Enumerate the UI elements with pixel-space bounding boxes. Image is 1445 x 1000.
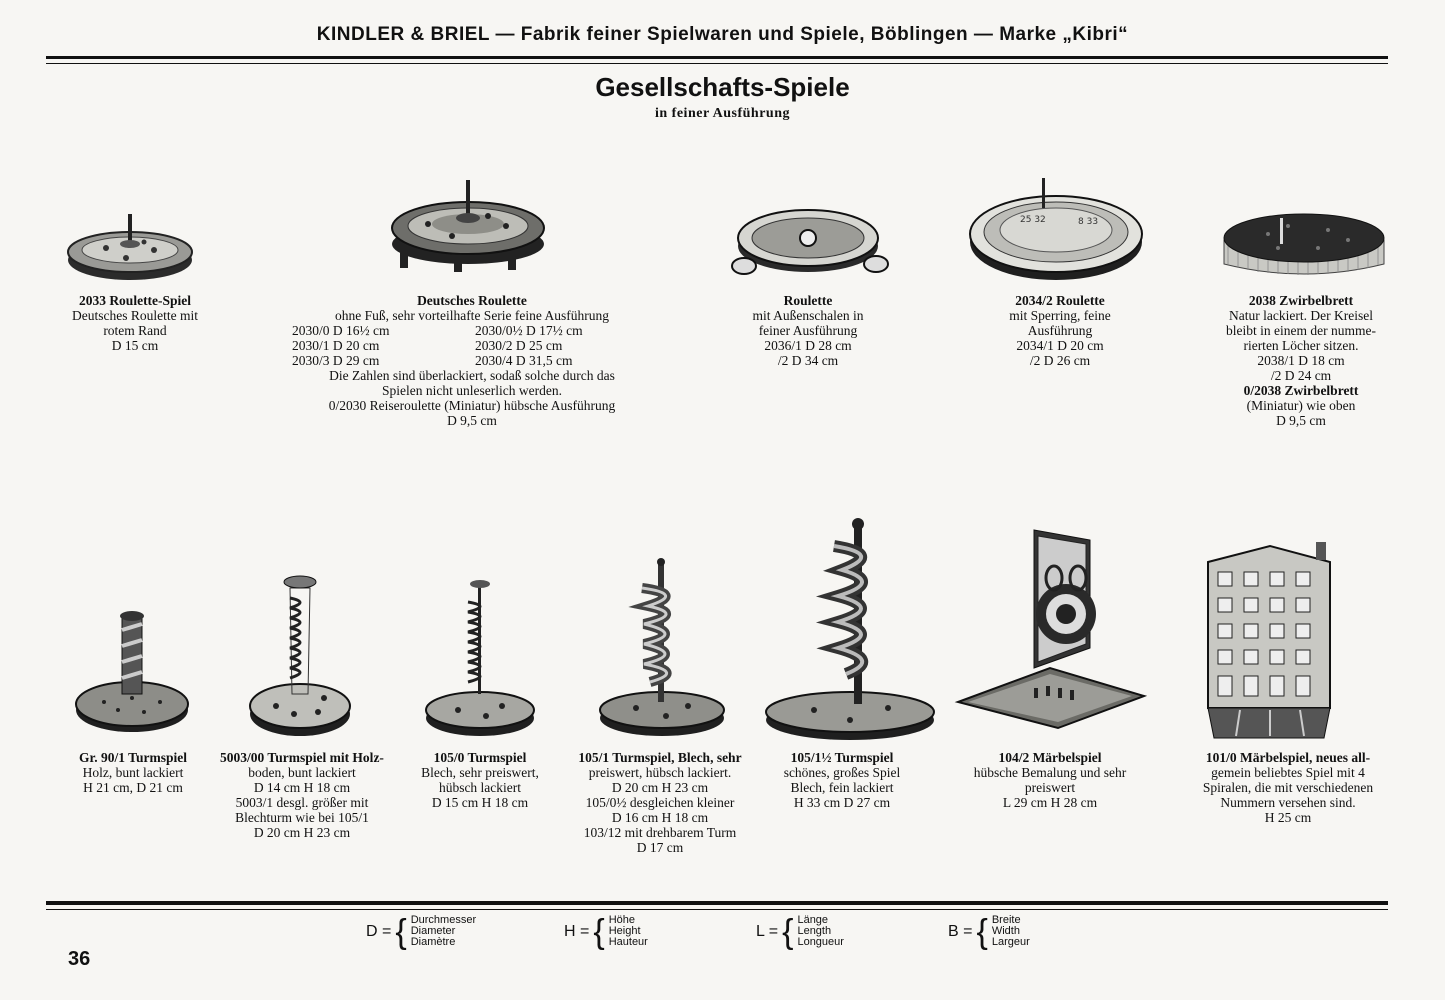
caption-2038-line: D 9,5 cm (1276, 413, 1326, 428)
zwirbelbrett-illustration (1218, 204, 1390, 280)
caption-1010-line: Nummern versehen sind. (1220, 795, 1356, 810)
page-subtitle: in feiner Ausführung (655, 106, 790, 121)
caption-10515-line: H 33 cm D 27 cm (793, 795, 891, 810)
turmspiel-1051-illustration (596, 558, 728, 738)
caption-5003-line: D 14 cm H 18 cm (253, 780, 351, 795)
legend-width (948, 912, 1030, 951)
caption-1010-line: H 25 cm (1264, 810, 1312, 825)
deutsches-roulette-illustration (388, 178, 548, 278)
caption-1050-line: D 15 cm H 18 cm (431, 795, 529, 810)
roulette-2034-illustration (968, 176, 1144, 284)
caption-roulette-line: mit Außenschalen in (752, 308, 864, 323)
caption-1042-name: 104/2 Märbelspiel (998, 750, 1102, 765)
caption-2033 (40, 293, 230, 353)
legend-symbol: B = (948, 923, 973, 940)
legend-term: Largeur (991, 936, 1030, 948)
legend-term: Width (991, 925, 1020, 937)
legend-term: Diameter (410, 925, 456, 937)
caption-2034-line: 2034/1 D 20 cm (1016, 338, 1104, 353)
legend-term: Length (797, 925, 832, 937)
legend-diameter (366, 912, 477, 951)
caption-1051-line: D 16 cm H 18 cm (611, 810, 709, 825)
caption-2038-name: 2038 Zwirbelbrett (1248, 293, 1354, 308)
legend-height (564, 912, 648, 951)
turmspiel-10515-illustration (764, 516, 938, 740)
size-entry: 2030/0½ D 17½ cm (475, 323, 583, 338)
caption-2038-line: /2 D 24 cm (1270, 368, 1332, 383)
caption-1010-line: Spiralen, die mit verschiedenen (1202, 780, 1374, 795)
caption-1051-line: 105/0½ desgleichen kleiner (585, 795, 735, 810)
legend-term: Länge (797, 914, 829, 926)
caption-2038-line: bleibt in einem der numme- (1226, 323, 1376, 338)
caption-5003-line: Blechturm wie bei 105/1 (235, 810, 369, 825)
caption-1051-line: preiswert, hübsch lackiert. (588, 765, 732, 780)
caption-1010-name: 101/0 Märbelspiel, neues all- (1205, 750, 1371, 765)
roulette-2036-illustration (730, 196, 890, 280)
caption-roulette-name: Roulette (783, 293, 833, 308)
caption-10515-line: Blech, fein lackiert (790, 780, 894, 795)
caption-1050-name: 105/0 Turmspiel (433, 750, 527, 765)
size-entry: 2030/4 D 31,5 cm (475, 353, 573, 368)
legend-symbol: D = (366, 923, 392, 940)
caption-deutsches-name: Deutsches Roulette (417, 293, 527, 308)
caption-1051-name: 105/1 Turmspiel, Blech, sehr (578, 750, 742, 765)
caption-1051-line: D 20 cm H 23 cm (611, 780, 709, 795)
caption-2034-line: Ausführung (1027, 323, 1093, 338)
caption-1042 (946, 750, 1154, 810)
legend-term: Breite (991, 914, 1021, 926)
legend-brace: { (782, 912, 794, 951)
caption-1050 (390, 750, 570, 810)
caption-deutsches-line: ohne Fuß, sehr vorteilhafte Serie feine Ausführung (334, 308, 610, 323)
header-rule-thick (46, 56, 1388, 59)
turmspiel-1050-illustration (424, 578, 536, 738)
caption-5003-line: D 20 cm H 23 cm (253, 825, 351, 840)
caption-2038-line: (Miniatur) wie oben (1246, 398, 1356, 413)
turmspiel-90-illustration (74, 606, 192, 734)
caption-roulette-line: 2036/1 D 28 cm (764, 338, 852, 353)
caption-5003-line: 5003/1 desgl. größer mit (235, 795, 369, 810)
caption-2038-line: rierten Löcher sitzen. (1243, 338, 1359, 353)
caption-2034-name: 2034/2 Roulette (1015, 293, 1105, 308)
legend-brace: { (395, 912, 407, 951)
size-entry: 2030/1 D 20 cm (292, 338, 380, 353)
caption-deutsches-line: 0/2030 Reiseroulette (Miniatur) hübsche Ausführung (328, 398, 616, 413)
header-rule-thin (46, 63, 1388, 64)
legend-length (756, 912, 844, 951)
caption-10515 (752, 750, 932, 810)
legend-term: Diamètre (410, 936, 456, 948)
page-header: KINDLER & BRIEL — Fabrik feiner Spielwaren und Spiele, Böblingen — Marke „Kibri“ (316, 24, 1129, 45)
caption-2033-line: rotem Rand (103, 323, 167, 338)
caption-2038 (1196, 293, 1406, 428)
caption-deutsches-line: Spielen nicht unleserlich werden. (382, 383, 562, 398)
caption-2034-line: /2 D 26 cm (1029, 353, 1091, 368)
caption-2034-line: mit Sperring, feine (1009, 308, 1111, 323)
size-entry: 2030/0 D 16½ cm (292, 323, 390, 338)
caption-2038-name2: 0/2038 Zwirbelbrett (1243, 383, 1359, 398)
svg-text:8 33: 8 33 (1078, 217, 1099, 227)
roulette-2033-illustration (66, 210, 196, 285)
caption-2034 (968, 293, 1152, 368)
caption-1010-line: gemein beliebtes Spiel mit 4 (1211, 765, 1365, 780)
legend-term: Height (608, 925, 641, 937)
caption-2033-line: D 15 cm (111, 338, 159, 353)
page-title: Gesellschafts-Spiele (595, 72, 850, 102)
legend-term: Hauteur (608, 936, 648, 948)
caption-1042-line: hübsche Bemalung und sehr (973, 765, 1127, 780)
caption-90 (38, 750, 228, 795)
turmspiel-5003-illustration (246, 574, 354, 736)
caption-1010 (1176, 750, 1400, 825)
caption-1051 (560, 750, 760, 855)
caption-1042-line: L 29 cm H 28 cm (1002, 795, 1098, 810)
caption-5003-name: 5003/00 Turmspiel mit Holz- (220, 750, 384, 765)
caption-90-line: H 21 cm, D 21 cm (83, 780, 183, 795)
size-entry: 2030/2 D 25 cm (475, 338, 563, 353)
caption-deutsches-line: D 9,5 cm (447, 413, 497, 428)
caption-roulette-line: feiner Ausführung (758, 323, 858, 338)
legend-brace: { (593, 912, 605, 951)
size-entry: 2030/3 D 29 cm (292, 353, 380, 368)
caption-1051-line: D 17 cm (636, 840, 684, 855)
maerbelspiel-1042-illustration (954, 518, 1150, 730)
caption-10515-line: schönes, großes Spiel (783, 765, 901, 780)
caption-deutsches-roulette (286, 293, 658, 428)
footer-rule-thick (46, 901, 1388, 905)
maerbelspiel-1010-illustration (1204, 542, 1336, 740)
caption-90-name: Gr. 90/1 Turmspiel (79, 750, 187, 765)
caption-deutsches-line: Die Zahlen sind überlackiert, sodaß solche durch das (329, 368, 615, 383)
caption-2038-line: 2038/1 D 18 cm (1257, 353, 1345, 368)
caption-5003-line: boden, bunt lackiert (248, 765, 356, 780)
legend-term: Durchmesser (410, 914, 477, 926)
legend-brace: { (976, 912, 988, 951)
caption-1042-line: preiswert (1024, 780, 1076, 795)
caption-roulette-line: /2 D 34 cm (777, 353, 839, 368)
caption-roulette-2036 (716, 293, 900, 368)
caption-90-line: Holz, bunt lackiert (82, 765, 184, 780)
caption-2033-line: Deutsches Roulette mit (72, 308, 198, 323)
caption-1050-line: hübsch lackiert (438, 780, 522, 795)
legend-term: Longueur (797, 936, 844, 948)
footer-rule-thin (46, 909, 1388, 910)
caption-1050-line: Blech, sehr preiswert, (421, 765, 539, 780)
caption-2033-name: 2033 Roulette-Spiel (78, 293, 192, 308)
caption-10515-name: 105/1½ Turmspiel (790, 750, 894, 765)
legend-term: Höhe (608, 914, 635, 926)
legend-symbol: H = (564, 923, 590, 940)
svg-text:25 32: 25 32 (1020, 215, 1046, 225)
legend-symbol: L = (756, 923, 779, 940)
caption-2038-line: Natur lackiert. Der Kreisel (1229, 308, 1373, 323)
page-number: 36 (68, 948, 91, 970)
caption-1051-line: 103/12 mit drehbarem Turm (583, 825, 737, 840)
caption-5003 (204, 750, 400, 840)
